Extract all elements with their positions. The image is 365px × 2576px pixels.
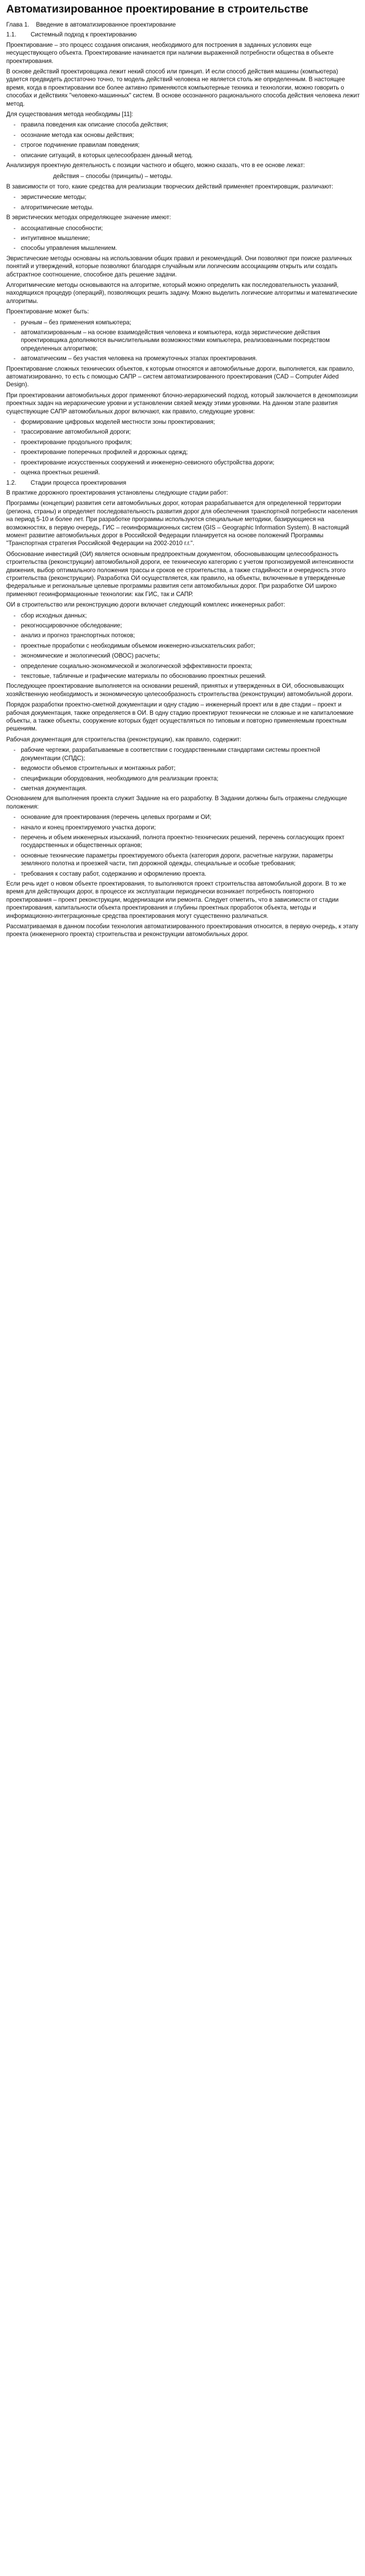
list-item (6, 642, 360, 650)
list-bullet: - (14, 834, 16, 841)
section-title: Системный подход к проектированию (30, 31, 137, 39)
list-bullet: - (14, 121, 16, 129)
paragraph: В эвристических методах определяющее значение имеют: (6, 214, 171, 221)
list-item (6, 746, 360, 762)
list-item (6, 813, 360, 821)
list-bullet: - (14, 194, 16, 201)
list-item-text: экономические и экологический (ОВОС) расчеты; (21, 652, 160, 660)
paragraph: Порядок разработки проектно-сметной документации и одну стадию – инженерный проект или в две стадии – проект и рабочая документация, также определяется в ОИ. В одну стадию проектируют технически не сложные и не капиталоемкие объекты, а также объекты, сооружение которых будет осуществляться по типовым и повторно применяемым проектным решениям. (6, 701, 354, 733)
list-item-text: проектирование искусственных сооружений и инженерно-севисного обустройства дороги; (21, 459, 274, 466)
paragraph: Эвристические методы основаны на использовании общих правил и рекомендаций. Они позволяют при поиске различных понятий и утверждений, которые позволяют благодаря случайным или логическим ассоциациям открыть или создать абстрактное соотношение, способное дать решение задачи. (6, 255, 352, 278)
list-bullet: - (14, 438, 16, 446)
list-item-text: трассирование автомобильной дороги; (21, 428, 131, 436)
list-item (6, 204, 360, 211)
list-bullet: - (14, 622, 16, 629)
list-item (6, 775, 360, 782)
section-heading (6, 21, 360, 29)
document-body (6, 21, 360, 939)
paragraph: Программы (концепции) развития сети автомобильных дорог, которая разрабатывается для определенной территории (региона, страны) и определяет последовательность развития дорог для обеспечения транспортной потребности населения на период 5-10 и более лет. При разработке программы используются специальные методики, базирующиеся на возможностях, в первую очередь, ГИС – геоинформационных систем (GIS – Geographic Information System). В настоящий момент развитие автомобильных дорог в Российской Федерации планируется на основе положений Программы "Транспортная стратегия Российской Федерации на 2002-2010 г.г.". (6, 500, 358, 547)
list-item (6, 764, 360, 772)
paragraph: Проектирование сложных технических объектов, к которым относятся и автомобильные дороги, выполняется, как правило, автоматизированно, то есть с помощью САПР – систем автоматизированного проектирования (CAD – Computer Aided Design). (6, 365, 355, 388)
list-item (6, 428, 360, 436)
list-item (6, 234, 360, 242)
list-item-text: формирование цифровых моделей местности зоны проектирования; (21, 419, 215, 426)
document-page (0, 0, 365, 939)
paragraph: Анализируя проектную деятельность с позиции частного и общего, можно сказать, что в ее основе лежат: (6, 162, 305, 169)
list-item-text: требования к составу работ, содержанию и оформлению проекта. (21, 870, 207, 877)
list-item (6, 151, 360, 159)
document-title: Автоматизированное проектирование в строительстве (6, 3, 309, 15)
paragraph: ОИ в строительство или реконструкцию дороги включает следующий комплекс инженерных работ: (6, 601, 285, 609)
list-item (6, 355, 360, 362)
list-item-text: анализ и прогноз транспортных потоков; (21, 632, 135, 639)
list-item-text: алгоритмические методы. (21, 204, 94, 211)
list-item-text: основные технические параметры проектируемого объекта (категория дороги, расчетные нагрузки, параметры земляного полотна и проезжей части, тип дорожной одежды, специальные и особые требования; (21, 852, 333, 867)
list-item (6, 824, 360, 831)
indented-line: действия – способы (принципы) – методы. (53, 172, 173, 180)
paragraph: В практике дорожного проектирования установлены следующие стадии работ: (6, 489, 228, 496)
list-item-text: определение социально-экономической и экологической эффективности проекта; (21, 662, 253, 670)
list-bullet: - (14, 459, 16, 466)
list-item (6, 870, 360, 878)
list-item-text: текстовые, табличные и графические материалы по обоснованию проектных решений. (21, 673, 267, 680)
list-bullet: - (14, 870, 16, 877)
list-bullet: - (14, 419, 16, 426)
list-bullet: - (14, 428, 16, 436)
list-bullet: - (14, 852, 16, 859)
list-item-text: оценка проектных решений. (21, 469, 100, 476)
paragraph: В зависимости от того, какие средства для реализации творческих действий применяет проектировщик, различают: (6, 183, 333, 190)
list-item (6, 193, 360, 201)
list-bullet: - (14, 319, 16, 326)
list-item (6, 632, 360, 639)
list-bullet: - (14, 329, 16, 336)
list-item (6, 652, 360, 660)
list-bullet: - (14, 224, 16, 232)
list-bullet: - (14, 785, 16, 792)
list-item-text: перечень и объем инженерных изысканий, полнота проектно-технических решений, перечень согласующих проект государственных и общественных органов; (21, 834, 345, 849)
list-item-text: ручным – без применения компьютера; (21, 319, 131, 326)
list-item (6, 319, 360, 326)
list-item (6, 224, 360, 232)
list-item-text: автоматическим – без участия человека на промежуточных этапах проектирования. (21, 355, 257, 362)
list-item (6, 785, 360, 792)
section-number: Глава 1. (6, 21, 30, 28)
paragraph: При проектировании автомобильных дорог применяют блочно-иерархический подход, который заключается в декомпозиции проектных задач на иерархические уровни и установлении связей между этими уровнями. На данном этапе развития существующие САПР автомобильных дорог включают, как правило, следующие уровни: (6, 392, 358, 415)
list-bullet: - (14, 234, 16, 242)
list-bullet: - (14, 814, 16, 821)
section-heading (6, 479, 360, 487)
paragraph: В основе действий проектировщика лежит некий способ или принцип. И если способ действия машины (компьютера) удается предвидеть достаточно точно, то модель действий человека не является столь же определенным. В настоящее время, когда в проектировании все более активно применяются компьютерные техника и технологии, можно говорить о способах и действиях "человеко-машинных" систем. В основе осознанного рационального способа действия человека лежит метод. (6, 68, 360, 107)
list-bullet: - (14, 747, 16, 754)
paragraph: Проектирование – это процесс создания описания, необходимого для построения в заданных условиях еще несуществующего объекта. Проектирование начинается при наличии выраженной потребности общества в объекте проектирования. (6, 41, 334, 65)
list-bullet: - (14, 355, 16, 362)
list-bullet: - (14, 612, 16, 619)
list-bullet: - (14, 449, 16, 456)
list-item-text: сметная документация. (21, 785, 87, 792)
list-bullet: - (14, 142, 16, 149)
section-number: 1.2. (6, 479, 17, 486)
list-item-text: проектирование продольного профиля; (21, 438, 132, 446)
list-item-text: рекогносцировочное обследование; (21, 622, 122, 629)
list-item-text: сбор исходных данных; (21, 612, 87, 619)
list-bullet: - (14, 469, 16, 476)
section-number: 1.1. (6, 31, 17, 39)
list-item (6, 329, 360, 352)
list-bullet: - (14, 245, 16, 252)
list-item-text: эвристические методы; (21, 194, 86, 201)
paragraph: Проектирование может быть: (6, 308, 89, 315)
list-item (6, 612, 360, 620)
list-bullet: - (14, 642, 16, 649)
list-item-text: ассоциативные способности; (21, 224, 103, 232)
list-bullet: - (14, 662, 16, 670)
list-bullet: - (14, 632, 16, 639)
list-item (6, 469, 360, 476)
list-item-text: основание для проектирования (перечень целевых программ и ОИ; (21, 814, 211, 821)
list-item (6, 121, 360, 129)
list-item-text: правила поведения как описание способа действия; (21, 121, 168, 129)
list-item (6, 662, 360, 670)
paragraph: Последующее проектирование выполняется на основании решений, принятых и утвержденных в ОИ, обосновывающих хозяйственную необходимость и экономическую целесообразность строительства (реконструкции) автомобильной дороги. (6, 683, 353, 698)
paragraph: Рабочая документация для строительства (реконструкции), как правило, содержит: (6, 736, 242, 743)
paragraph: Рассматриваемая в данном пособии технология автоматизированного проектирования относится, в первую очередь, к этапу проекта (инженерного проекта) строительства и реконструкции автомобильных дорог. (6, 923, 358, 938)
list-item-text: автоматизированным – на основе взаимодействия человека и компьютера, когда эвристические действия проектировщика дополняются вычислительными возможностями компьютера, реализованными посредством определенных алгоритмов; (21, 329, 330, 352)
list-bullet: - (14, 204, 16, 211)
paragraph: Если речь идет о новом объекте проектирования, то выполняются проект строительства автомобильной дороги. В то же время для действующих дорог, в процессе их эксплуатации периодически возникает потребность повторного проектирования – проект реконструкции, модернизации или ремонта. Следует отметить, что в зависимости от стадии проектирования, капитальности объекта проектирования и глубины проектных проработок объекта, методы и информационно-интеграционные средства проектирования могут существенно различаться. (6, 880, 346, 919)
paragraph: Алгоритмические методы основываются на алгоритме, который можно определить как последовательность указаний, находящихся процедур (операций), позволяющих решить задачу. Можно выделить логические алгоритмы и математические алгоритмы. (6, 281, 358, 305)
list-item (6, 141, 360, 149)
paragraph: Основанием для выполнения проекта служит Задание на его разработку. В Задании должны быть отражены следующие положения: (6, 795, 347, 810)
list-bullet: - (14, 775, 16, 782)
list-item (6, 459, 360, 466)
list-item-text: проектирование поперечных профилей и дорожных одежд; (21, 449, 188, 456)
section-title: Стадии процесса проектирования (30, 479, 127, 486)
list-item (6, 672, 360, 680)
list-item (6, 131, 360, 139)
list-item (6, 244, 360, 252)
list-item-text: строгое подчинение правилам поведения; (21, 142, 140, 149)
list-bullet: - (14, 673, 16, 680)
paragraph: Для существования метода необходимы [11]: (6, 111, 133, 118)
list-item-text: интуитивное мышление; (21, 234, 90, 242)
list-item (6, 622, 360, 629)
list-item-text: рабочие чертежи, разрабатываемые в соответствии с государственными стандартами системы проектной документации (СПДС); (21, 747, 320, 762)
list-bullet: - (14, 151, 16, 159)
list-item (6, 852, 360, 868)
paragraph: Обоснование инвестиций (ОИ) является основным предпроектным документом, обосновывающим целесообразность строительства (реконструкции) автомобильной дороги, ее техническую категорию с учетом прогнозируемой интенсивности движения, выбор оптимального положения трассы и сроков ее строительства, а также стадийности и очередность этого строительства (реконструкции). Разработка ОИ осуществляется, как правило, на объекты, включенные в утвержденные федеральные и региональные целевые программы развития сети автомобильных дорог. При разработке ОИ широко применяют геоинформационные технологии: как ГИС, так и САПР. (6, 550, 354, 598)
list-bullet: - (14, 131, 16, 138)
list-bullet: - (14, 824, 16, 831)
list-item-text: ведомости объемов строительных и монтажных работ; (21, 765, 176, 772)
list-item-text: описание ситуаций, в которых целесообразен данный метод. (21, 151, 193, 159)
list-bullet: - (14, 765, 16, 772)
list-item (6, 438, 360, 446)
list-item-text: осознание метода как основы действия; (21, 131, 134, 138)
section-heading (6, 31, 360, 39)
list-item (6, 418, 360, 426)
list-bullet: - (14, 652, 16, 660)
list-item-text: способы управления мышлением. (21, 245, 117, 252)
list-item-text: спецификации оборудования, необходимого для реализации проекта; (21, 775, 219, 782)
section-title: Введение в автоматизированное проектирование (36, 21, 176, 28)
list-item (6, 834, 360, 850)
list-item (6, 448, 360, 456)
list-item-text: начало и конец проектируемого участка дороги; (21, 824, 156, 831)
list-item-text: проектные проработки с необходимым объемом инженерно-изыскательских работ; (21, 642, 255, 649)
